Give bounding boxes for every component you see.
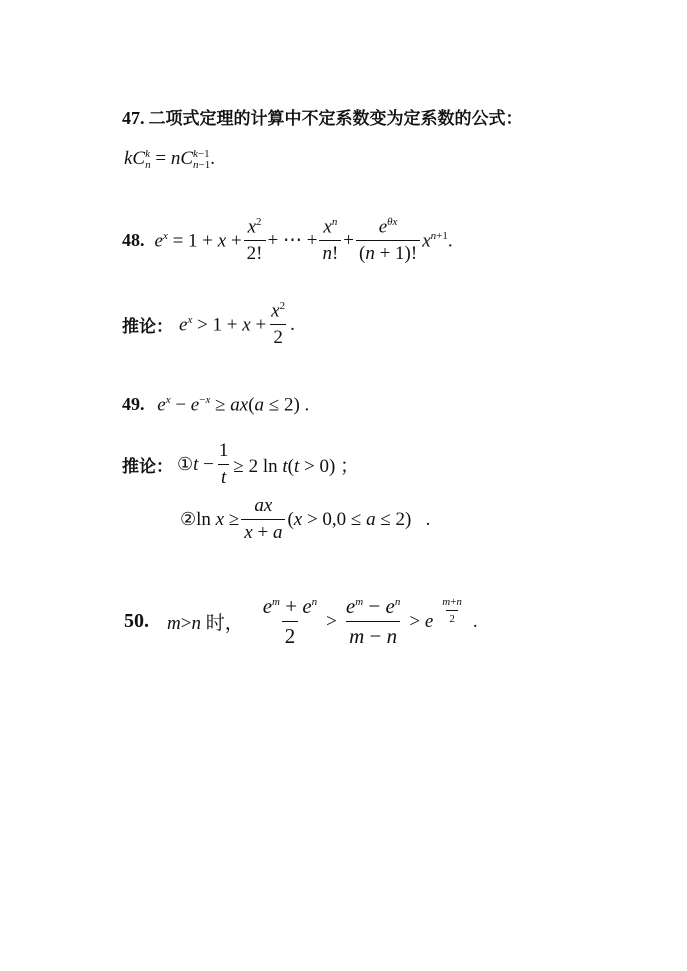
item-48-formula: 48. $e^x = 1 + x$ + $\frac{x^2}{2!}$ + ⋯ + $\frac{x^n}{n!}$ + $\frac{e^{\theta x}}{(n + 1)!}$ $x^{n+1}$. [122,216,453,265]
item-47-formula: kC k n = nC k−1 n−1 . [124,147,215,171]
item-50-number: 50. [124,610,149,632]
item-49-corollary-1: 推论： ① t − $\frac{1}{t}$ ≥ 2 ln t(t > 0) ； [122,440,360,488]
item-49-corollary-label: 推论： [122,457,173,477]
item-49-formula: 49. $e^x - e^{-x} \ge ax(a \le 2)$ . [122,394,310,416]
item-47-title: 二项式定理的计算中不定系数变为定系数的公式： [148,109,523,129]
item-49-number: 49. [122,394,145,415]
circled-two-marker: ② [180,509,197,530]
item-50-formula: 50. m>n 时， $\frac{e^m + e^n}{2}$ > $\frac{e^m - e^n}{m - n}$ > e $\frac{m+n}{2}$ . [124,594,478,648]
circled-one-marker: ① [177,454,194,475]
item-48-number: 48. [122,230,145,251]
item-48-corollary: 推论： $e^x > 1 + x$ + $\frac{x^2}{2}$ . [122,300,295,349]
item-47-heading [122,104,523,129]
item-49-corollary-2: ② ln x ≥ $\frac{ax}{x + a}$ (x > 0,0 ≤ a ≤ 2) . [180,495,431,543]
item-48-corollary-label: 推论： [122,317,173,338]
item-50-condition: m>n 时， [167,613,244,634]
item-47-number: 47. [122,108,145,128]
